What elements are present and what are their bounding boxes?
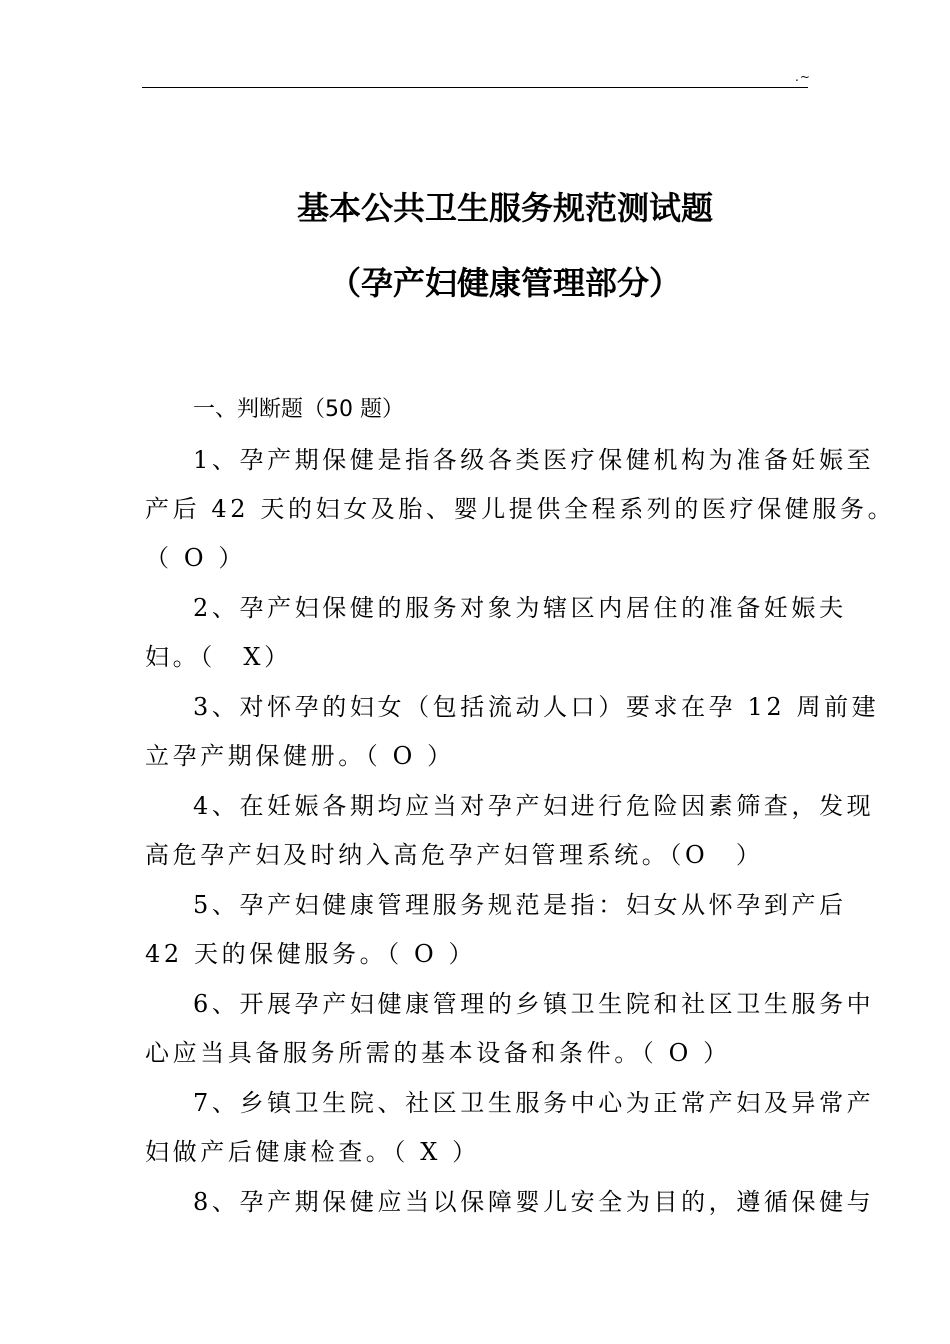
question-5-line-1: 5、孕产妇健康管理服务规范是指：妇女从怀孕到产后	[193, 891, 847, 919]
document-subtitle: （孕产妇健康管理部分）	[328, 264, 681, 302]
page-header-mark: .~	[795, 70, 811, 84]
question-6-line-2: 心应当具备服务所需的基本设备和条件。（ O ）	[145, 1039, 731, 1067]
header-rule	[142, 87, 808, 88]
section-heading: 一、判断题（50 题）	[193, 397, 404, 422]
question-1-line-2: 产后 42 天的妇女及胎、婴儿提供全程系列的医疗保健服务。	[145, 495, 896, 523]
question-3-line-1: 3、对怀孕的妇女（包括流动人口）要求在孕 12 周前建	[193, 693, 880, 721]
question-1-answer: （ O ）	[145, 544, 246, 572]
question-2-line-1: 2、孕产妇保健的服务对象为辖区内居住的准备妊娠夫	[193, 594, 847, 622]
question-7-line-1: 7、乡镇卫生院、社区卫生服务中心为正常产妇及异常产	[193, 1089, 875, 1117]
question-8-line-1: 8、孕产期保健应当以保障婴儿安全为目的，遵循保健与	[193, 1188, 875, 1216]
question-7-line-2: 妇做产后健康检查。（ X ）	[145, 1138, 480, 1166]
question-3-line-2: 立孕产期保健册。（ O ）	[145, 742, 455, 770]
question-4-line-1: 4、在妊娠各期均应当对孕产妇进行危险因素筛查，发现	[193, 792, 875, 820]
question-6-line-1: 6、开展孕产妇健康管理的乡镇卫生院和社区卫生服务中	[193, 990, 875, 1018]
document-title: 基本公共卫生服务规范测试题	[296, 189, 713, 227]
question-1-line-1: 1、孕产期保健是指各级各类医疗保健机构为准备妊娠至	[193, 446, 875, 474]
question-5-line-2: 42 天的保健服务。（ O ）	[145, 940, 477, 968]
question-4-line-2: 高危孕产妇及时纳入高危孕产妇管理系统。（O ）	[145, 841, 764, 869]
question-2-line-2: 妇。（ X）	[145, 643, 292, 671]
